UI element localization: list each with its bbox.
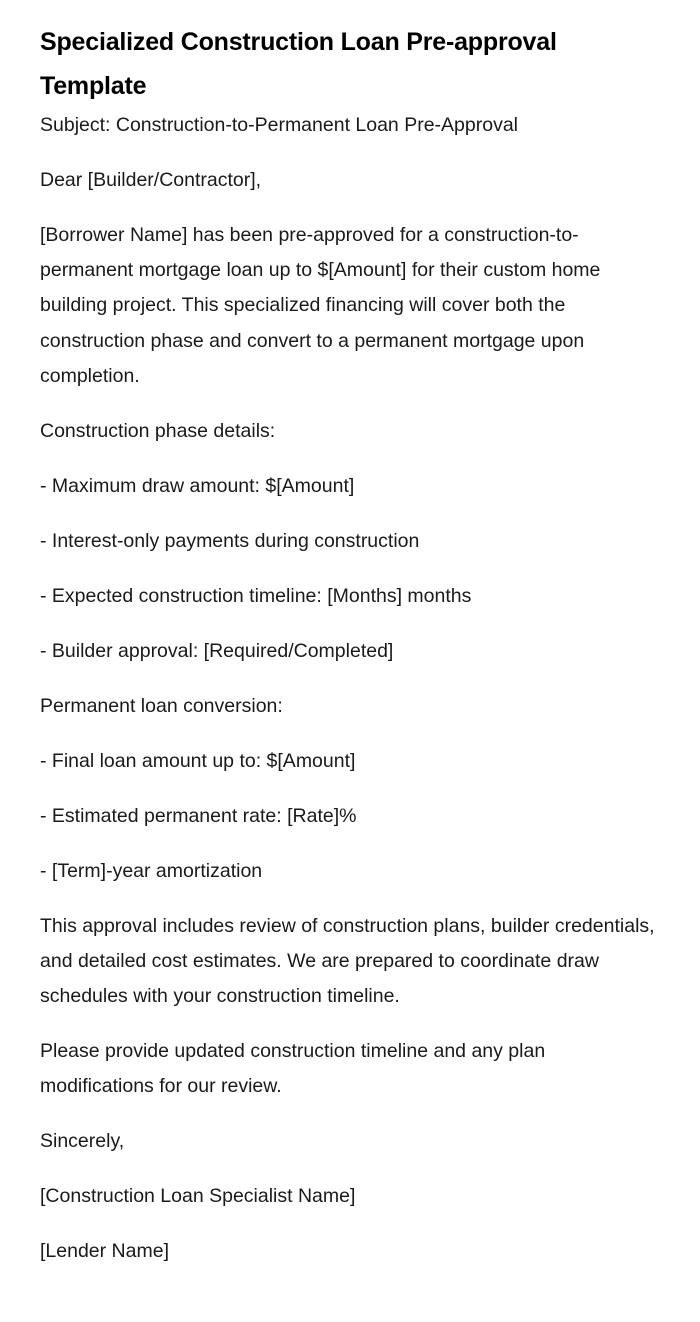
list-item: - [Term]-year amortization	[40, 859, 263, 882]
construction-heading: Construction phase details:	[40, 419, 276, 442]
permanent-heading: Permanent loan conversion:	[40, 694, 283, 717]
request-paragraph: Please provide updated construction timeline and any plan modifications for our review.	[40, 1040, 546, 1098]
intro-paragraph: [Borrower Name] has been pre-approved for a construction-to-permanent mortgage loan up to $[Amount] for their custom home building project. This specialized financing will cover both the construction phase and convert to a permanent mortgage upon completion.	[40, 224, 601, 387]
specialist-name: [Construction Loan Specialist Name]	[40, 1185, 356, 1208]
subject-line: Subject: Construction-to-Permanent Loan Pre-Approval	[40, 114, 518, 136]
lender-name: [Lender Name]	[40, 1240, 169, 1263]
salutation: Dear [Builder/Contractor],	[40, 169, 262, 191]
list-item: - Expected construction timeline: [Months] months	[40, 584, 472, 607]
document-title: Specialized Construction Loan Pre-approval Template	[40, 28, 557, 100]
list-item: - Builder approval: [Required/Completed]	[40, 639, 394, 662]
list-item: - Estimated permanent rate: [Rate]%	[40, 804, 357, 827]
review-paragraph: This approval includes review of construction plans, builder credentials, and detailed cost estimates. We are prepared to coordinate draw schedules with your construction timeline.	[40, 914, 655, 1008]
list-item: - Maximum draw amount: $[Amount]	[40, 474, 355, 497]
closing: Sincerely,	[40, 1130, 125, 1153]
list-item: - Final loan amount up to: $[Amount]	[40, 749, 356, 772]
list-item: - Interest-only payments during construction	[40, 529, 420, 552]
